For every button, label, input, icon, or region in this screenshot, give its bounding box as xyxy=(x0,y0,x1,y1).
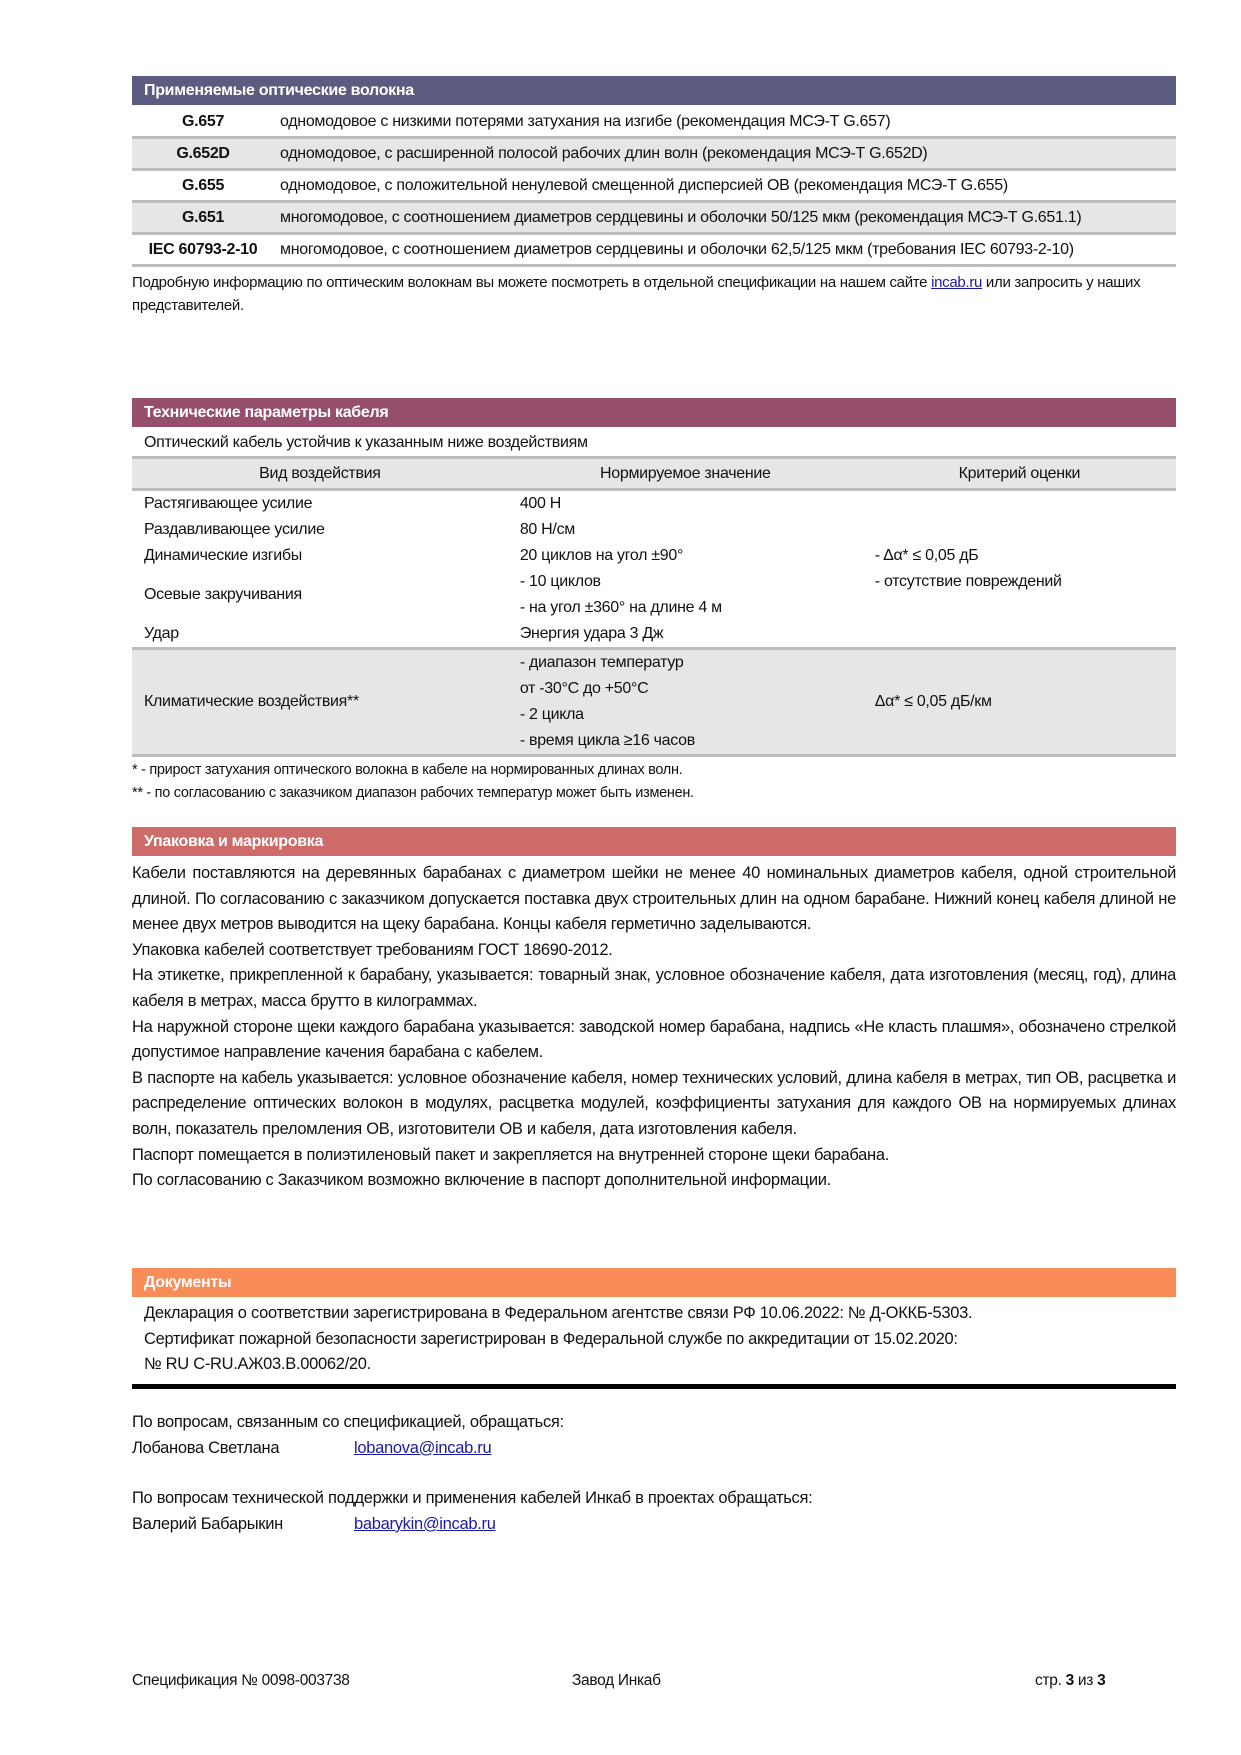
impact-type: Динамические изгибы xyxy=(144,547,302,564)
packing-header: Упаковка и маркировка xyxy=(132,827,1176,858)
fiber-desc: одномодовое, с расширенной полосой рабочих длин волн (рекомендация МСЭ-Т G.652D) xyxy=(274,138,1176,170)
contact-row xyxy=(132,1436,1176,1462)
value-line: - 10 циклов xyxy=(519,573,601,590)
spec-number: Спецификация № 0098-003738 xyxy=(132,1672,350,1689)
impact-value xyxy=(508,569,863,621)
fibers-note xyxy=(132,271,1176,317)
fiber-desc: одномодовое, с положительной ненулевой смещенной дисперсией ОВ (рекомендация МСЭ-Т G.655) xyxy=(274,170,1176,202)
impact-type: Удар xyxy=(144,625,179,642)
packing-text xyxy=(132,861,1176,1194)
paragraph: Упаковка кабелей соответствует требованиям ГОСТ 18690-2012. xyxy=(132,940,613,959)
page-current: 3 xyxy=(1065,1672,1074,1689)
table-row xyxy=(132,138,1176,170)
paragraph: На наружной стороне щеки каждого барабана указывается: заводской номер барабана, надпись «Не класть плашмя», обозначено стрелкой допустимое направление качения барабана с кабелем. xyxy=(132,1017,1176,1062)
value-line: - время цикла ≥16 часов xyxy=(519,732,695,749)
table-row xyxy=(132,234,1176,266)
impact-type: Раздавливающее усилие xyxy=(144,521,325,538)
paragraph: На этикетке, прикрепленной к барабану, указывается: товарный знак, условное обозначение кабеля, дата изготовления (месяц, год), длина кабеля в метрах, масса брутто в килограммах. xyxy=(132,966,1176,1010)
value-line: от -30°С до +50°С xyxy=(519,680,649,697)
company-name: Завод Инкаб xyxy=(572,1672,661,1689)
table-row xyxy=(132,490,1176,518)
note-text: Подробную информацию по оптическим волокнам вы можете посмотреть в отдельной спецификации на нашем сайте xyxy=(132,274,932,291)
fiber-code: IEC 60793-2-10 xyxy=(132,234,274,266)
page-number xyxy=(1035,1672,1105,1690)
fibers-header: Применяемые оптические волокна xyxy=(132,76,1176,107)
paragraph: Паспорт помещается в полиэтиленовый пакет и закрепляется на внутренней стороне щеки барабана. xyxy=(132,1145,890,1164)
page-sep: из xyxy=(1073,1672,1098,1689)
paragraph: Кабели поставляются на деревянных барабанах с диаметром шейки не менее 40 номинальных диаметров кабеля, одной строительной длиной. По согласованию с заказчиком допускается поставка двух строительных длин на одном барабане. Нижний конец кабеля длиной не менее двух метров выводится на щеку барабана. Концы кабеля герметично заделываются. xyxy=(132,864,1176,934)
documents-section xyxy=(132,1268,1176,1389)
contact-intro: По вопросам, связанным со спецификацией, обращаться: xyxy=(132,1413,564,1431)
table-row xyxy=(132,202,1176,234)
value-line: - диапазон температур xyxy=(519,654,684,671)
fiber-code: G.657 xyxy=(132,107,274,138)
criteria-line: - отсутствие повреждений xyxy=(874,573,1062,590)
document-line: Сертификат пожарной безопасности зарегистрирован в Федеральной службе по аккредитации от 15.02.2020: xyxy=(144,1329,958,1348)
page-total: 3 xyxy=(1097,1672,1106,1689)
tech-subtitle: Оптический кабель устойчив к указанным ниже воздействиям xyxy=(144,434,588,451)
page-prefix: стр. xyxy=(1035,1672,1066,1689)
contact-row xyxy=(132,1512,1176,1538)
contacts xyxy=(132,1410,1176,1537)
footnote: ** - по согласованию с заказчиком диапазон рабочих температур может быть изменен. xyxy=(132,785,694,801)
fiber-code: G.655 xyxy=(132,170,274,202)
document-line: № RU С-RU.АЖ03.В.00062/20. xyxy=(144,1355,371,1374)
fibers-table xyxy=(132,107,1176,267)
contact-email-link[interactable]: lobanova@incab.ru xyxy=(354,1438,492,1457)
tech-section xyxy=(132,398,1176,805)
note-text: или запросить у наших представителей. xyxy=(132,274,1141,314)
document-line: Декларация о соответствии зарегистрирована в Федеральном агентстве связи РФ 10.06.2022: № Д-ОККБ-5303. xyxy=(144,1304,973,1322)
impact-value: 80 Н/см xyxy=(519,521,575,538)
table-row xyxy=(132,107,1176,138)
value-line: - 2 цикла xyxy=(519,706,584,723)
tech-table xyxy=(132,456,1176,757)
impact-value: 400 Н xyxy=(519,495,562,512)
contact-name: Лобанова Светлана xyxy=(132,1438,280,1457)
paragraph: В паспорте на кабель указывается: условное обозначение кабеля, номер технических условий, длина кабеля в метрах, тип ОВ, расцветка и распределение оптических волокон в модулях, расцветка модулей, коэффициенты затухания для каждого ОВ на нормируемых длинах волн, показатель преломления ОВ, изготовители ОВ и кабеля, дата изготовления кабеля. xyxy=(132,1068,1176,1138)
impact-value: Энергия удара 3 Дж xyxy=(519,625,664,642)
impact-criteria: Δα* ≤ 0,05 дБ/км xyxy=(863,649,1176,756)
footnote: * - прирост затухания оптического волокна в кабеле на нормированных длинах волн. xyxy=(132,762,683,778)
table-header-row xyxy=(132,458,1176,490)
packing-section xyxy=(132,827,1176,1194)
column-header: Вид воздействия xyxy=(132,458,508,490)
fiber-desc: многомодовое, с соотношением диаметров сердцевины и оболочки 50/125 мкм (рекомендация МСЭ-Т G.651.1) xyxy=(274,202,1176,234)
documents-header: Документы xyxy=(132,1268,1176,1299)
impact-value: 20 циклов на угол ±90° xyxy=(519,547,684,564)
column-header: Нормируемое значение xyxy=(508,458,863,490)
documents-body xyxy=(132,1299,1176,1389)
contact-email-link[interactable]: babarykin@incab.ru xyxy=(354,1514,496,1533)
tech-header: Технические параметры кабеля xyxy=(132,398,1176,429)
impact-value xyxy=(508,649,863,756)
contact-name: Валерий Бабарыкин xyxy=(132,1514,283,1533)
impact-type: Осевые закручивания xyxy=(144,586,302,603)
fibers-section xyxy=(132,76,1176,317)
contact-intro: По вопросам технической поддержки и применения кабелей Инкаб в проектах обращаться: xyxy=(132,1489,813,1508)
fiber-desc: одномодовое с низкими потерями затухания на изгибе (рекомендация МСЭ-Т G.657) xyxy=(274,107,1176,138)
fiber-code: G.652D xyxy=(132,138,274,170)
impact-criteria xyxy=(863,490,1176,649)
value-line: - на угол ±360° на длине 4 м xyxy=(519,599,722,616)
fiber-desc: многомодовое, с соотношением диаметров сердцевины и оболочки 62,5/125 мкм (требования IEC 60793-2-10) xyxy=(274,234,1176,266)
fiber-code: G.651 xyxy=(132,202,274,234)
criteria-line: - Δα* ≤ 0,05 дБ xyxy=(874,547,979,564)
impact-type: Климатические воздействия** xyxy=(132,649,508,756)
impact-type: Растягивающее усилие xyxy=(144,495,313,512)
paragraph: По согласованию с Заказчиком возможно включение в паспорт дополнительной информации. xyxy=(132,1171,831,1190)
column-header: Критерий оценки xyxy=(863,458,1176,490)
incab-link[interactable]: incab.ru xyxy=(931,274,983,291)
table-row xyxy=(132,170,1176,202)
table-row xyxy=(132,649,1176,756)
